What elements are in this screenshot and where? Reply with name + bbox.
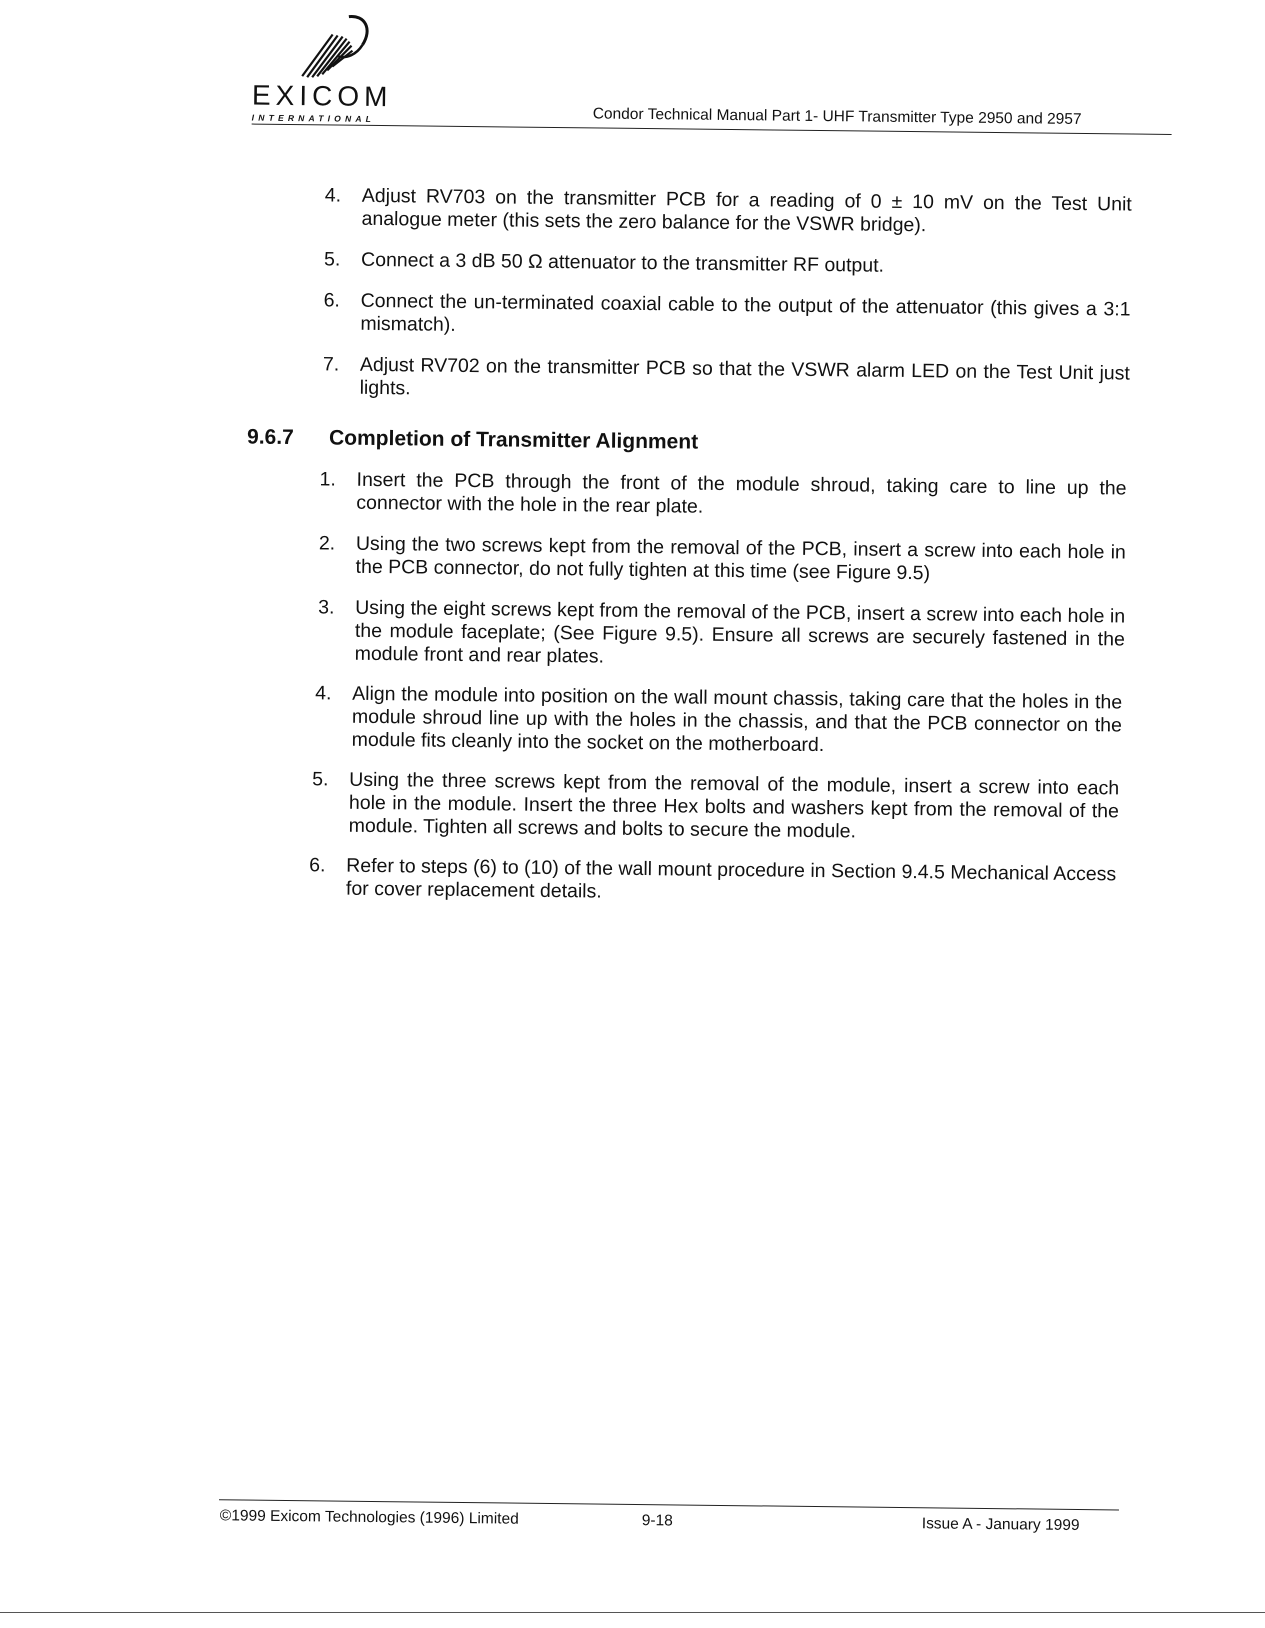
logo-subtitle: INTERNATIONAL	[251, 112, 376, 124]
step-text: Connect the un-terminated coaxial cable to the output of the attenuator (this gives a 3:1 mismatch).	[360, 289, 1131, 336]
step-number: 7.	[322, 353, 340, 376]
exicom-logo	[252, 14, 423, 126]
footer-issue: Issue A - January 1999	[921, 1515, 1080, 1535]
header-title: Condor Technical Manual Part 1- UHF Transmitter Type 2950 and 2957	[592, 105, 1082, 128]
step-number: 6.	[309, 854, 326, 877]
step-number: 4.	[324, 184, 342, 207]
step-text: Align the module into position on the wall mount chassis, taking care that the holes in the module shroud line up with the holes in the chassis, and that the PCB connector on the module fits cleanly into the socket on the motherboard.	[351, 682, 1123, 757]
step-text: Connect a 3 dB 50 Ω attenuator to the transmitter RF output.	[360, 248, 885, 277]
step-number: 6.	[323, 289, 341, 312]
step-number: 5.	[312, 768, 329, 791]
step-text: Refer to steps (6) to (10) of the wall mount procedure in Section 9.4.5 Mechanical Access for cover replacement details.	[345, 854, 1117, 903]
section-heading	[247, 426, 698, 455]
logo-wordmark: EXICOM	[251, 79, 393, 113]
step-number: 5.	[323, 248, 341, 271]
footer-copyright: ©1999 Exicom Technologies (1996) Limited	[219, 1507, 519, 1528]
step-number: 1.	[319, 468, 337, 491]
step-number: 4.	[315, 682, 332, 705]
footer-page-number: 9-18	[641, 1512, 673, 1530]
step-text: Using the eight screws kept from the removal of the PCB, insert a screw into each hole in the module faceplate; (See Figure 9.5). Ensure all screws are securely fastened in the module front and rear plates.	[354, 596, 1126, 668]
step-text: Adjust RV703 on the transmitter PCB for a reading of 0 ± 10 mV on the Test Unit analogue meter (this sets the zero balance for the VSWR bridge).	[361, 184, 1132, 237]
section-title: Completion of Transmitter Alignment	[328, 426, 699, 454]
step-text: Insert the PCB through the front of the module shroud, taking care to line up the connector with the hole in the rear plate.	[356, 468, 1127, 518]
step-text: Using the three screws kept from the removal of the module, insert a screw into each hole in the module. Insert the three Hex bolts and washers kept from the removal of the module. Tighten all screws and bolts to secure the module.	[348, 768, 1120, 843]
step-number: 2.	[318, 532, 336, 555]
section-number: 9.6.7	[246, 425, 294, 450]
scan-edge-line	[0, 1612, 1265, 1613]
step-text: Using the two screws kept from the removal of the PCB, insert a screw into each hole in the PCB connector, do not fully tighten at this time (see Figure 9.5)	[355, 532, 1126, 585]
exicom-swoosh-icon	[292, 14, 383, 85]
step-number: 3.	[318, 596, 335, 619]
step-text: Adjust RV702 on the transmitter PCB so that the VSWR alarm LED on the Test Unit just lights.	[359, 353, 1130, 400]
